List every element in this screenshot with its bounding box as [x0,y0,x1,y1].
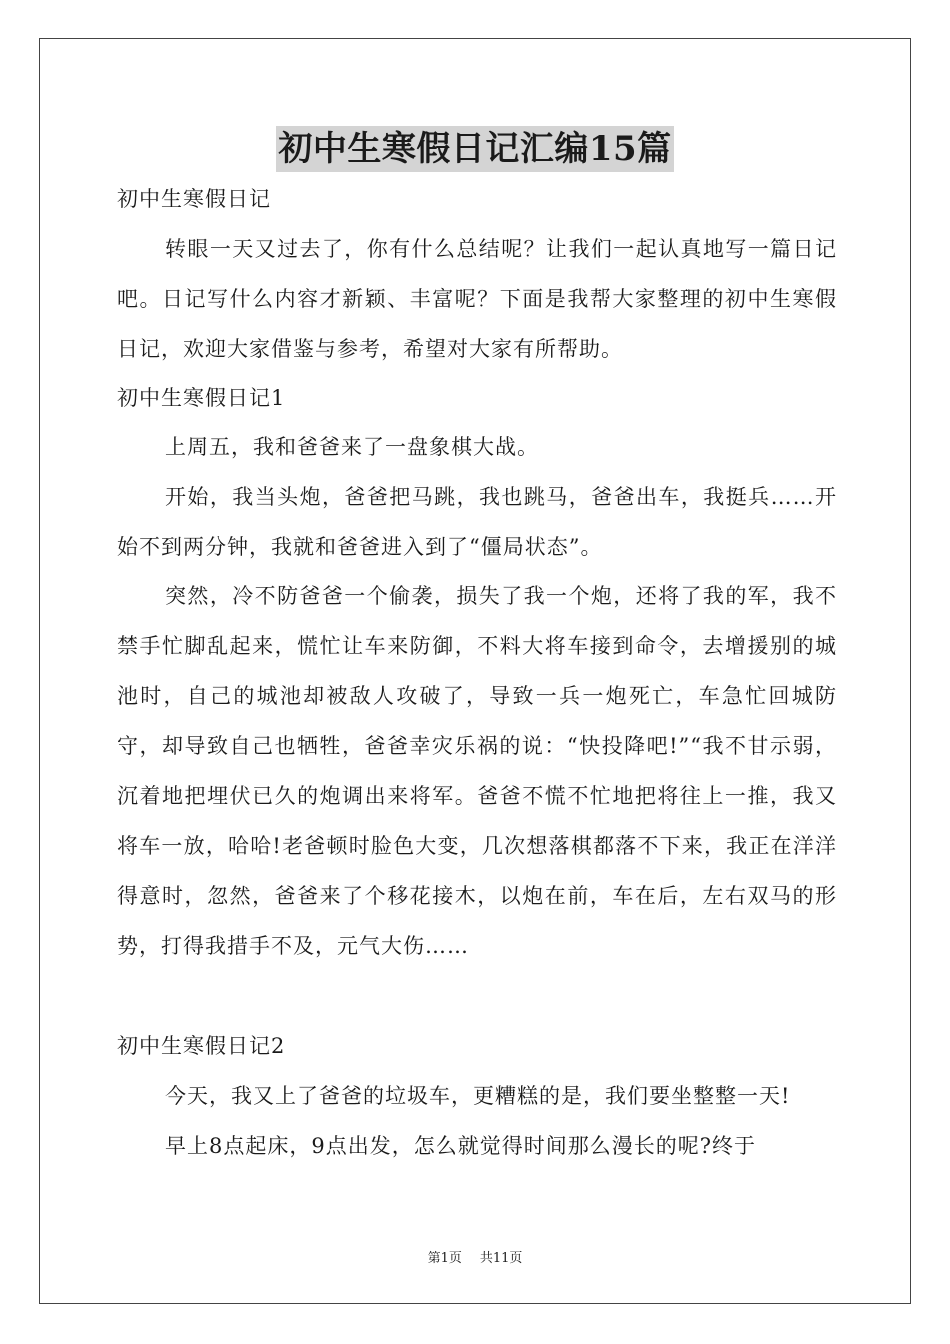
document-title: 初中生寒假日记汇编15篇 [276,126,673,172]
paragraph-diary-2-a: 今天，我又上了爸爸的垃圾车，更糟糕的是，我们要坐整整一天! [165,1084,791,1108]
page-number: 第1页 [427,1251,462,1266]
paragraph-diary-1-b: 开始，我当头炮，爸爸把马跳，我也跳马，爸爸出车，我挺兵……开始不到两分钟，我就和爸爸进入到了“僵局状态”。 [117,485,837,559]
section-heading-diary-1: 初中生寒假日记1 [117,386,286,410]
paragraph-diary-2-b: 早上8点起床，9点出发，怎么就觉得时间那么漫长的呢?终于 [165,1134,756,1158]
page-footer [0,1247,950,1266]
section-heading-diary-2: 初中生寒假日记2 [117,1034,286,1058]
paragraph-diary-1-a: 上周五，我和爸爸来了一盘象棋大战。 [165,435,539,459]
title-container [0,126,950,172]
paragraph-diary-1-c: 突然，冷不防爸爸一个偷袭，损失了我一个炮，还将了我的军，我不禁手忙脚乱起来，慌忙让车来防御，不料大将车接到命令，去增援别的城池时，自己的城池却被敌人攻破了，导致一兵一炮死亡，车急忙回城防守，却导致自己也牺牲，爸爸幸灾乐祸的说：“快投降吧!”“我不甘示弱，沉着地把埋伏已久的炮调出来将军。爸爸不慌不忙地把将往上一推，我又将车一放，哈哈!老爸顿时脸色大变，几次想落棋都落不下来，我正在洋洋得意时，忽然，爸爸来了个移花接木，以炮在前，车在后，左右双马的形势，打得我措手不及，元气大伤…… [117,584,837,958]
paragraph-intro: 转眼一天又过去了，你有什么总结呢？让我们一起认真地写一篇日记吧。日记写什么内容才新颖、丰富呢？下面是我帮大家整理的初中生寒假日记，欢迎大家借鉴与参考，希望对大家有所帮助。 [117,237,837,361]
page-total: 共11页 [479,1251,523,1266]
section-heading-intro: 初中生寒假日记 [117,187,271,211]
